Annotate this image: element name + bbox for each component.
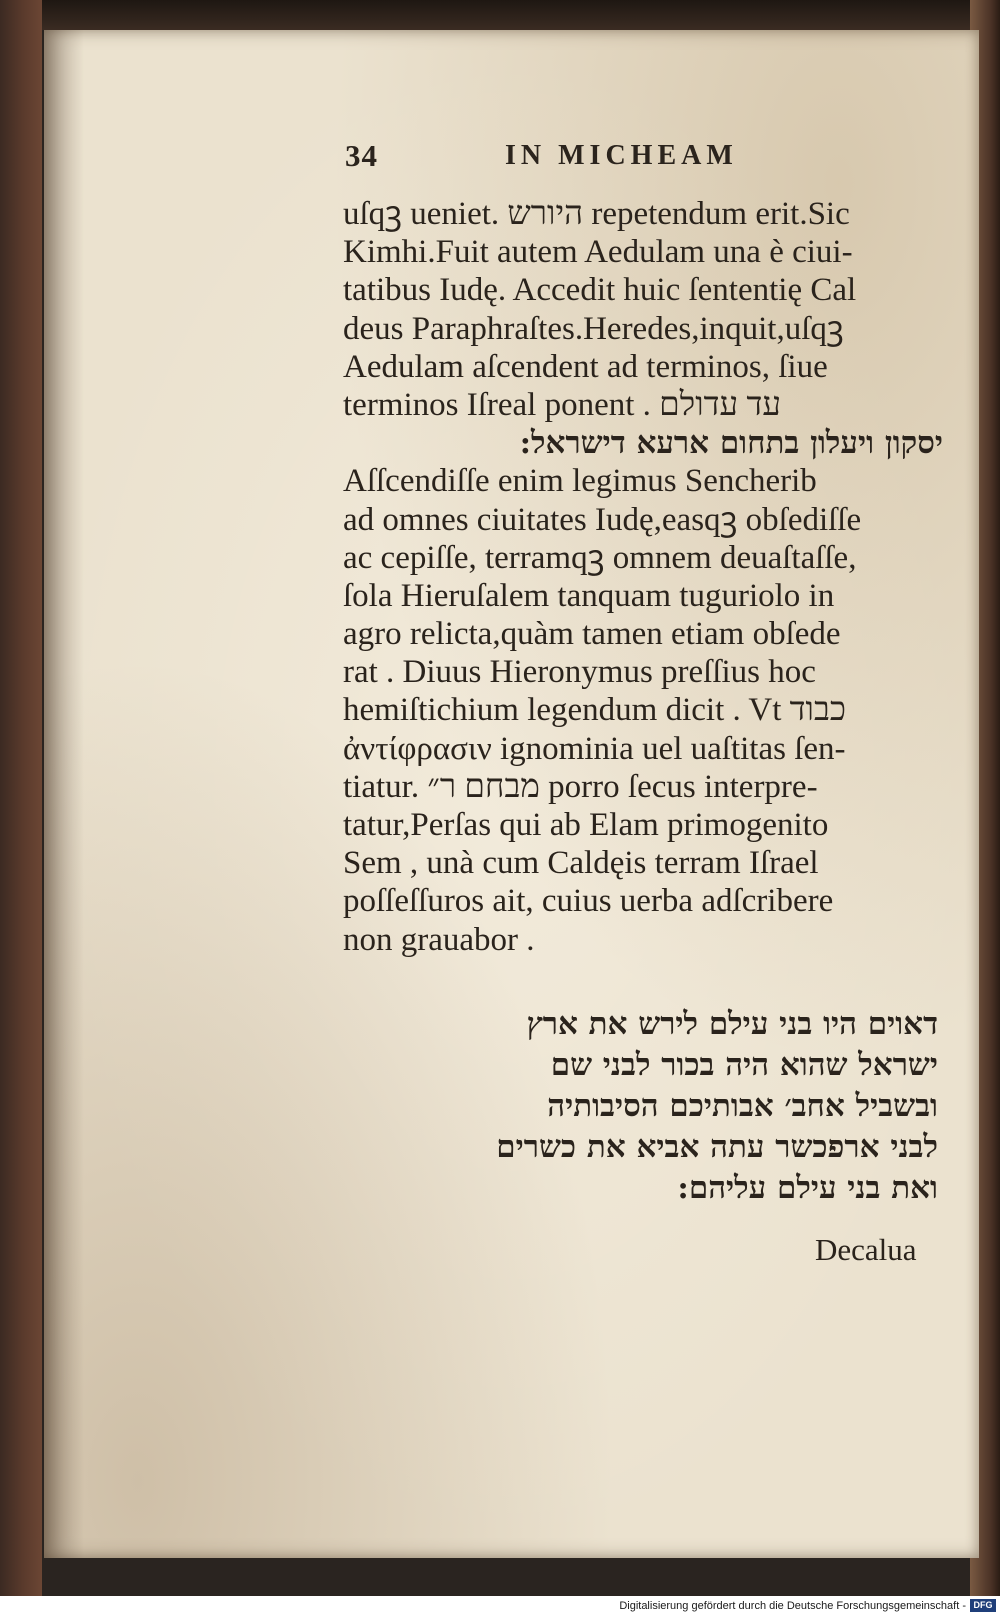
body-text [343, 195, 943, 959]
text-line: poſſeſſuros ait, cuius uerba adſcribere [343, 883, 834, 920]
text-line: ſola Hieruſalem tanquam tuguriolo in [343, 577, 835, 614]
hebrew-line: ובשביל אחב׳ אבותיכם הסיבותיה [547, 1088, 938, 1124]
hebrew-line: ואת בני עילם עליהם: [677, 1170, 938, 1206]
book-top-edge [0, 0, 1000, 30]
hebrew-line: דאוים היו בני עילם לירש את ארץ [526, 1006, 938, 1042]
hebrew-line: לבני ארפכשר עתה אביא את כשרים [496, 1129, 938, 1165]
digitization-footer [0, 1596, 1000, 1616]
text-line: tiatur. מבחם ר״ porro ſecus interpre- [343, 768, 818, 805]
dfg-logo: DFG [970, 1599, 996, 1612]
text-line: tatibus Iudę. Accedit huic ſententię Cal [343, 272, 857, 309]
hebrew-line: ישראל שהוא היה בכור לבני שם [550, 1047, 938, 1083]
text-line: tatur,Perſas qui ab Elam primogenito [343, 807, 829, 843]
running-head: IN MICHEAM [505, 140, 738, 171]
text-line: Aedulam aſcendent ad terminos, ſiue [343, 348, 828, 385]
text-line: rat . Diuus Hieronymus preſſius hoc [343, 654, 816, 691]
text-line: hemiſtichium legendum dicit . Vt כבוד [343, 692, 847, 729]
text-line: Aſſcendiſſe enim legimus Sencherib [343, 463, 817, 500]
footer-credit: Digitalisierung gefördert durch die Deutsche Forschungsgemeinschaft - [619, 1600, 966, 1612]
book-binding-left [0, 0, 42, 1616]
text-line: ac cepiſſe, terramqꝫ omnem deuaſtaſſe, [343, 539, 857, 576]
text-line: agro relicta,quàm tamen etiam obſede [343, 616, 841, 653]
text-line: terminos Iſreal ponent . עד עדולם [343, 386, 781, 423]
catchword: Decalua [815, 1232, 917, 1267]
hebrew-text-line: יסקון ויעלון בתחום ארעא דישראל: [519, 425, 943, 462]
text-line: ἀντίφρασιν ignominia uel uaſtitas ſen- [343, 730, 846, 767]
hebrew-quotation [338, 1004, 938, 1209]
text-line: deus Paraphraſtes.Heredes,inquit,uſqꝫ [343, 310, 844, 347]
text-line: ad omnes ciuitates Iudę,easqꝫ obſediſſe [343, 501, 862, 538]
text-line: uſqꝫ ueniet. היורש repetendum erit.Sic [343, 196, 850, 232]
page-number: 34 [345, 138, 378, 173]
page-header [345, 138, 805, 178]
gutter-shadow [44, 30, 84, 1558]
text-line: non grauabor . [343, 921, 535, 958]
text-line: Sem , unà cum Caldęis terram Iſrael [343, 845, 819, 882]
text-line: Kimhi.Fuit autem Aedulam una è ciui- [343, 234, 853, 271]
